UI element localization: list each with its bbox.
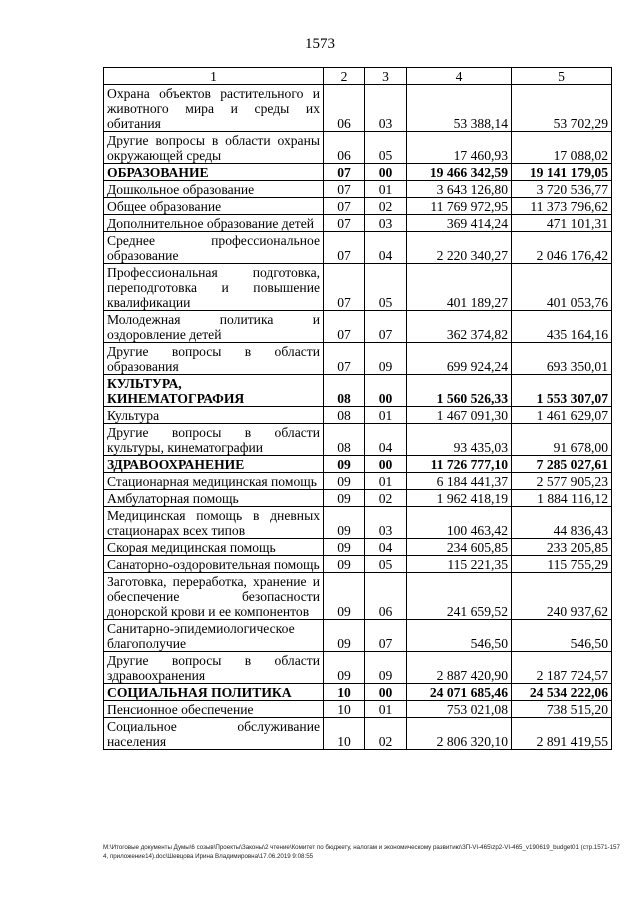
file-path-footer: M:\Итоговые документы Думы\6 созыв\Проекты\Законы\2 чтение\Комитет по бюджету, налогам и экономическому развитию\ЗП-VI-465\zp2-VI-465_v190619_budget01 (стр.1571-1574, приложение14).doc\Шевцова Ирина Владимировна\17.06.2019 9:08:55 [103, 844, 620, 860]
row-value-col5: 240 937,62 [512, 573, 612, 620]
row-name: Санитарно-эпидемиологическое благополучие [104, 620, 324, 652]
row-value-col4: 234 605,85 [407, 539, 512, 556]
row-value-col5: 471 101,31 [512, 215, 612, 232]
row-subsection-code: 01 [365, 473, 407, 490]
row-section-code: 09 [324, 456, 365, 473]
row-value-col4: 100 463,42 [407, 507, 512, 539]
row-subsection-code: 02 [365, 490, 407, 507]
row-name: Другие вопросы в области культуры, кинематографии [104, 424, 324, 456]
row-name: Среднее профессиональное образование [104, 232, 324, 264]
row-name: Другие вопросы в области охраны окружающей среды [104, 132, 324, 164]
table-row [104, 620, 612, 652]
row-value-col4: 93 435,03 [407, 424, 512, 456]
row-subsection-code: 00 [365, 375, 407, 407]
row-name: Охрана объектов растительного и животного мира и среды их обитания [104, 85, 324, 132]
row-value-col5: 2 187 724,57 [512, 652, 612, 684]
row-name: Амбулаторная помощь [104, 490, 324, 507]
row-section-code: 06 [324, 132, 365, 164]
row-section-code: 08 [324, 375, 365, 407]
row-value-col4: 11 726 777,10 [407, 456, 512, 473]
row-subsection-code: 05 [365, 556, 407, 573]
row-name: Другие вопросы в области образования [104, 343, 324, 375]
row-name: СОЦИАЛЬНАЯ ПОЛИТИКА [104, 684, 324, 701]
table-row [104, 264, 612, 311]
row-value-col5: 24 534 222,06 [512, 684, 612, 701]
row-subsection-code: 05 [365, 132, 407, 164]
row-value-col5: 693 350,01 [512, 343, 612, 375]
row-value-col5: 1 884 116,12 [512, 490, 612, 507]
row-section-code: 10 [324, 684, 365, 701]
row-section-code: 08 [324, 407, 365, 424]
table-header-row [104, 68, 612, 85]
row-value-col5: 233 205,85 [512, 539, 612, 556]
row-section-code: 07 [324, 198, 365, 215]
table-row [104, 556, 612, 573]
table-row [104, 718, 612, 750]
table-section-row [104, 456, 612, 473]
row-section-code: 07 [324, 181, 365, 198]
row-name: ОБРАЗОВАНИЕ [104, 164, 324, 181]
row-value-col4: 1 560 526,33 [407, 375, 512, 407]
row-section-code: 10 [324, 701, 365, 718]
table-row [104, 311, 612, 343]
row-section-code: 09 [324, 573, 365, 620]
row-value-col5: 2 046 176,42 [512, 232, 612, 264]
row-value-col4: 24 071 685,46 [407, 684, 512, 701]
row-value-col4: 699 924,24 [407, 343, 512, 375]
row-section-code: 09 [324, 490, 365, 507]
row-value-col4: 19 466 342,59 [407, 164, 512, 181]
row-value-col4: 369 414,24 [407, 215, 512, 232]
table-row [104, 343, 612, 375]
row-subsection-code: 01 [365, 701, 407, 718]
row-name: Профессиональная подготовка, переподготовка и повышение квалификации [104, 264, 324, 311]
row-subsection-code: 07 [365, 620, 407, 652]
row-name: Другие вопросы в области здравоохранения [104, 652, 324, 684]
row-value-col5: 53 702,29 [512, 85, 612, 132]
row-value-col5: 738 515,20 [512, 701, 612, 718]
row-section-code: 06 [324, 85, 365, 132]
row-subsection-code: 07 [365, 311, 407, 343]
row-value-col5: 435 164,16 [512, 311, 612, 343]
table-section-row [104, 684, 612, 701]
row-value-col4: 753 021,08 [407, 701, 512, 718]
row-name: Культура [104, 407, 324, 424]
row-section-code: 07 [324, 343, 365, 375]
table-row [104, 215, 612, 232]
page-number: 1573 [305, 36, 335, 52]
table-row [104, 407, 612, 424]
table-row [104, 652, 612, 684]
row-subsection-code: 00 [365, 456, 407, 473]
row-value-col5: 11 373 796,62 [512, 198, 612, 215]
row-subsection-code: 02 [365, 198, 407, 215]
row-section-code: 09 [324, 652, 365, 684]
row-value-col5: 91 678,00 [512, 424, 612, 456]
row-subsection-code: 09 [365, 343, 407, 375]
row-name: Молодежная политика и оздоровление детей [104, 311, 324, 343]
row-section-code: 09 [324, 473, 365, 490]
row-section-code: 08 [324, 424, 365, 456]
row-value-col5: 3 720 536,77 [512, 181, 612, 198]
row-value-col5: 2 891 419,55 [512, 718, 612, 750]
table-row [104, 539, 612, 556]
row-section-code: 09 [324, 556, 365, 573]
row-subsection-code: 02 [365, 718, 407, 750]
row-name: Санаторно-оздоровительная помощь [104, 556, 324, 573]
row-value-col4: 6 184 441,37 [407, 473, 512, 490]
header-col-5: 5 [512, 68, 612, 85]
table-row [104, 507, 612, 539]
row-value-col5: 1 461 629,07 [512, 407, 612, 424]
row-name: Дошкольное образование [104, 181, 324, 198]
row-value-col5: 546,50 [512, 620, 612, 652]
row-value-col5: 44 836,43 [512, 507, 612, 539]
table-row [104, 132, 612, 164]
budget-table [103, 67, 612, 750]
row-value-col4: 53 388,14 [407, 85, 512, 132]
row-name: ЗДРАВООХРАНЕНИЕ [104, 456, 324, 473]
row-value-col5: 7 285 027,61 [512, 456, 612, 473]
row-value-col4: 401 189,27 [407, 264, 512, 311]
table-row [104, 701, 612, 718]
row-value-col4: 2 220 340,27 [407, 232, 512, 264]
header-col-1: 1 [104, 68, 324, 85]
row-value-col5: 17 088,02 [512, 132, 612, 164]
row-name: Медицинская помощь в дневных стационарах всех типов [104, 507, 324, 539]
row-value-col4: 11 769 972,95 [407, 198, 512, 215]
header-col-2: 2 [324, 68, 365, 85]
row-subsection-code: 00 [365, 164, 407, 181]
row-section-code: 09 [324, 539, 365, 556]
row-name: Стационарная медицинская помощь [104, 473, 324, 490]
table-section-row [104, 375, 612, 407]
row-section-code: 07 [324, 311, 365, 343]
row-subsection-code: 05 [365, 264, 407, 311]
row-value-col4: 17 460,93 [407, 132, 512, 164]
row-value-col4: 115 221,35 [407, 556, 512, 573]
row-section-code: 07 [324, 232, 365, 264]
table-row [104, 232, 612, 264]
row-value-col4: 3 643 126,80 [407, 181, 512, 198]
header-col-3: 3 [365, 68, 407, 85]
row-name: Дополнительное образование детей [104, 215, 324, 232]
table-row [104, 573, 612, 620]
row-value-col4: 1 962 418,19 [407, 490, 512, 507]
row-section-code: 09 [324, 507, 365, 539]
row-subsection-code: 03 [365, 215, 407, 232]
row-subsection-code: 01 [365, 181, 407, 198]
row-name: Скорая медицинская помощь [104, 539, 324, 556]
row-value-col5: 115 755,29 [512, 556, 612, 573]
row-value-col4: 2 806 320,10 [407, 718, 512, 750]
row-name: КУЛЬТУРА, КИНЕМАТОГРАФИЯ [104, 375, 324, 407]
row-value-col4: 241 659,52 [407, 573, 512, 620]
row-subsection-code: 04 [365, 232, 407, 264]
header-col-4: 4 [407, 68, 512, 85]
table-row [104, 198, 612, 215]
row-value-col5: 19 141 179,05 [512, 164, 612, 181]
row-value-col5: 1 553 307,07 [512, 375, 612, 407]
row-value-col4: 362 374,82 [407, 311, 512, 343]
row-name: Социальное обслуживание населения [104, 718, 324, 750]
row-value-col5: 401 053,76 [512, 264, 612, 311]
row-name: Заготовка, переработка, хранение и обеспечение безопасности донорской крови и ее компонентов [104, 573, 324, 620]
row-subsection-code: 04 [365, 539, 407, 556]
row-section-code: 09 [324, 620, 365, 652]
table-row [104, 490, 612, 507]
row-subsection-code: 03 [365, 507, 407, 539]
row-value-col4: 546,50 [407, 620, 512, 652]
table-row [104, 181, 612, 198]
table-row [104, 424, 612, 456]
table-row [104, 473, 612, 490]
row-subsection-code: 00 [365, 684, 407, 701]
row-section-code: 07 [324, 264, 365, 311]
table-section-row [104, 164, 612, 181]
row-value-col4: 1 467 091,30 [407, 407, 512, 424]
row-section-code: 10 [324, 718, 365, 750]
row-value-col5: 2 577 905,23 [512, 473, 612, 490]
row-name: Общее образование [104, 198, 324, 215]
table-row [104, 85, 612, 132]
row-section-code: 07 [324, 215, 365, 232]
row-subsection-code: 03 [365, 85, 407, 132]
row-subsection-code: 04 [365, 424, 407, 456]
row-value-col4: 2 887 420,90 [407, 652, 512, 684]
row-subsection-code: 06 [365, 573, 407, 620]
row-name: Пенсионное обеспечение [104, 701, 324, 718]
row-subsection-code: 01 [365, 407, 407, 424]
row-section-code: 07 [324, 164, 365, 181]
row-subsection-code: 09 [365, 652, 407, 684]
